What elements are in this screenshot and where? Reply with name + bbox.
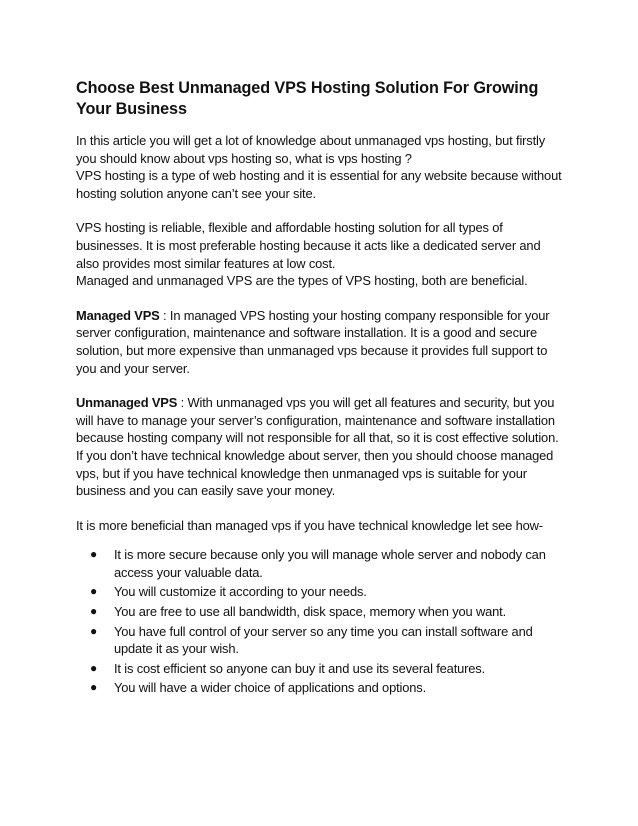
article-title: Choose Best Unmanaged VPS Hosting Solution For Growing Your Business <box>76 79 539 118</box>
benefits-text: VPS hosting is reliable, flexible and affordable hosting solution for all types of businesses. It is most preferable hosting because it acts like a dedicated server and also provides most similar features at low cost. <box>76 220 541 271</box>
list-item <box>76 603 566 621</box>
managed-vps-term: Managed VPS <box>76 307 160 323</box>
list-item <box>76 583 566 601</box>
intro-text: In this article you will get a lot of knowledge about unmanaged vps hosting, but firstly you should know about vps hosting so, what is vps hosting ? <box>76 133 546 166</box>
intro-paragraph <box>76 132 566 202</box>
bullet-icon: ● <box>90 623 98 638</box>
bullet-icon: ● <box>90 547 98 562</box>
unmanaged-vps-text: : With unmanaged vps you will get all features and security, but you will have to manage your server’s configuration, maintenance and software installation because hosting company will not responsible for all that, so it is cost effective solution. If you don’t have technical knowledge about server, then you should choose managed vps, but if you have technical knowledge then unmanaged vps is suitable for your business and you can easily save your money. <box>76 395 559 499</box>
lead-in-paragraph: It is more beneficial than managed vps if you have technical knowledge let see how- <box>76 517 543 533</box>
list-item-text: It is cost efficient so anyone can buy it and use its several features. <box>114 660 486 676</box>
bullet-icon: ● <box>90 680 98 695</box>
benefits-bullet-list <box>76 546 566 697</box>
list-item-text: You are free to use all bandwidth, disk space, memory when you want. <box>114 604 507 620</box>
document-page <box>76 78 566 699</box>
bullet-icon: ● <box>90 660 98 675</box>
unmanaged-vps-paragraph <box>76 394 566 500</box>
list-item-text: You will have a wider choice of applications and options. <box>114 680 427 696</box>
benefits-paragraph <box>76 219 566 289</box>
managed-vps-paragraph <box>76 307 566 377</box>
managed-vps-text: : In managed VPS hosting your hosting company responsible for your server configuration, maintenance and software installation. It is a good and secure solution, but more expensive than unmanaged vps because it provides full support to you and your server. <box>76 307 550 376</box>
list-item <box>76 660 566 678</box>
list-item-text: You will customize it according to your needs. <box>114 584 367 600</box>
list-item-text: You have full control of your server so any time you can install software and update it as your wish. <box>114 623 533 657</box>
unmanaged-vps-term: Unmanaged VPS <box>76 395 178 411</box>
vps-definition-text: VPS hosting is a type of web hosting and it is essential for any website because without hosting solution anyone can’t see your site. <box>76 168 562 201</box>
vps-types-text: Managed and unmanaged VPS are the types of VPS hosting, both are beneficial. <box>76 273 528 289</box>
list-item <box>76 679 566 697</box>
bullet-icon: ● <box>90 584 98 599</box>
list-item <box>76 546 566 581</box>
list-item <box>76 623 566 658</box>
bullet-icon: ● <box>90 604 98 619</box>
list-item-text: It is more secure because only you will manage whole server and nobody can access your valuable data. <box>114 547 546 580</box>
